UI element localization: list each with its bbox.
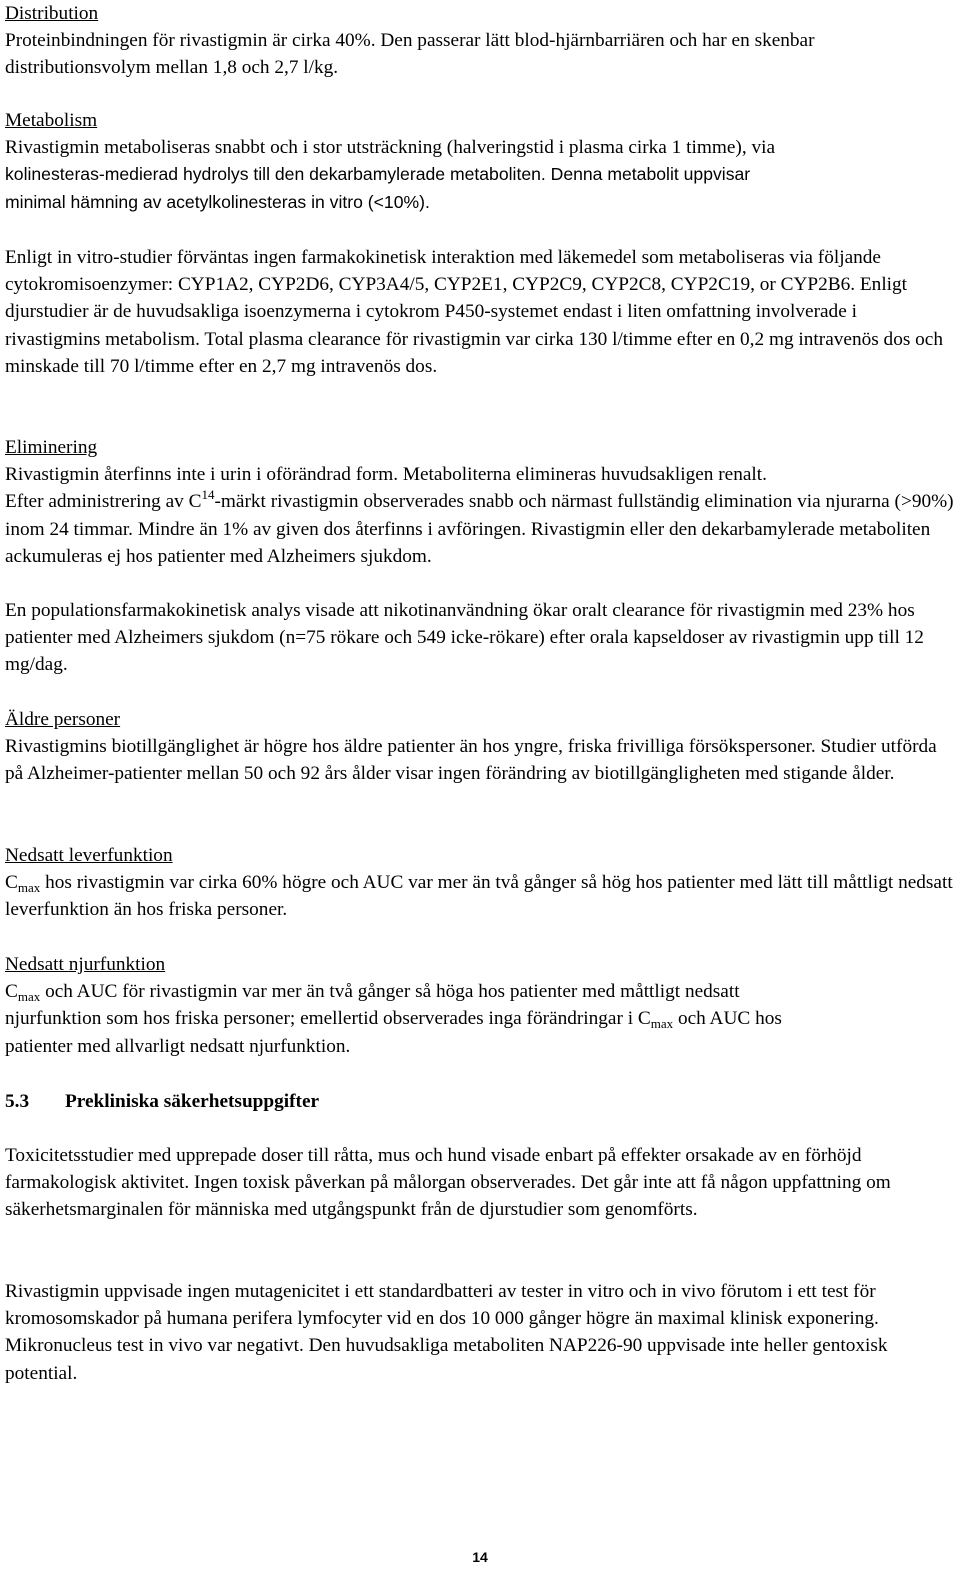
interaction-paragraph: Enligt in vitro-studier förväntas ingen farmakokinetisk interaktion med läkemedel som metaboliseras via följande cytokromisoenzymer: CYP1A2, CYP2D6, CYP3A4/5, CYP2E1, CYP2C9, CYP2C8, CYP2C19, or CYP2B6. Enligt djurstudier är de huvudsakliga isoenzymerna i cytokrom P450-systemet endast i liten omfattning involverade i rivastigmins metabolism. Total plasma clearance för rivastigmin var cirka 130 l/timme efter en 0,2 mg intravenös dos och minskade till 70 l/timme efter en 2,7 mg intravenös dos. [5,247,944,377]
distribution-text: Proteinbindningen för rivastigmin är cirka 40%. Den passerar lätt blod-hjärnbarriären och har en skenbar distributionsvolym mellan 1,8 och 2,7 l/kg. [5,30,815,79]
renal-line3: patienter med allvarligt nedsatt njurfunktion. [5,1035,351,1057]
elimination-text [5,461,955,570]
population-pk-paragraph: En populationsfarmakokinetisk analys visade att nikotinanvändning ökar oralt clearance för rivastigmin med 23% hos patienter med Alzheimers sjukdom (n=75 rökare och 549 icke-rökare) efter orala kapseldoser av rivastigmin upp till 12 mg/dag. [5,600,924,676]
section-number: 5.3 [5,1091,30,1112]
cmax-subscript: max [17,880,41,896]
elderly-heading: Äldre personer [5,709,121,730]
hepatic-heading: Nedsatt leverfunktion [5,845,173,866]
cmax-subscript: max [17,989,41,1005]
metabolism-text-line3: Denna metabolit uppvisar [550,164,751,185]
renal-line2-end: och AUC hos [673,1008,782,1030]
hepatic-text [5,869,955,923]
page-number: 14 [472,1549,488,1565]
hepatic-section [5,842,955,924]
elimination-line2-pre: Efter administrering av C [5,491,202,513]
toxicity-paragraph: Toxicitetsstudier med upprepade doser till råtta, mus och hund visade enbart på effekter orsakade av en förhöjd farmakologisk aktivitet. Ingen toxisk påverkan på målorgan observerades. Det går inte att få någon uppfattning om säkerhetsmarginalen för människa med utgångspunkt från de djurstudier som genomförts. [5,1145,891,1221]
metabolism-text-line4: minimal hämning av acetylkolinesteras in vitro (<10%). [5,191,430,212]
elimination-rest: via njurarna (>90%) inom 24 timmar. Mindre än 1% av given dos återfinns i avföringen. Rivastigmin eller den dekarbamylerade metaboliten ackumuleras ej hos patienter med Alzheimers sjukdom. [5,491,954,567]
renal-heading: Nedsatt njurfunktion [5,954,166,975]
hepatic-body: hos rivastigmin var cirka 60% högre och AUC var mer än två gånger så hög hos patienter med lätt till måttligt nedsatt leverfunktion än hos friska personer. [5,872,953,921]
population-pk-section [5,597,955,679]
mutagenicity-section [5,1278,955,1387]
metabolism-heading: Metabolism [5,110,98,131]
toxicity-section [5,1142,955,1224]
interaction-paragraph-section [5,244,955,380]
distribution-section [5,0,955,82]
cmax-c: C [5,981,18,1003]
metabolism-text [5,134,955,216]
elimination-heading: Eliminering [5,437,98,458]
elderly-section [5,706,955,788]
section-title: Prekliniska säkerhetsuppgifter [65,1091,320,1112]
c14-superscript: 14 [201,487,215,503]
metabolism-text-line2: kolinesteras-medierad hydrolys till den dekarbamylerade metaboliten. [5,164,546,185]
cmax-subscript: max [650,1016,674,1032]
preclinical-heading-section [5,1088,955,1115]
metabolism-text-line1: Rivastigmin metaboliseras snabbt och i stor utsträckning (halveringstid i plasma cirka 1 timme), via [5,137,776,159]
renal-section [5,951,955,1060]
elimination-line1: Rivastigmin återfinns inte i urin i oförändrad form. Metaboliterna elimineras huvudsakligen renalt. [5,464,767,486]
renal-line2: njurfunktion som hos friska personer; emellertid observerades inga förändringar i C [5,1008,651,1030]
section-heading [5,1088,955,1115]
elimination-line2-post: -märkt rivastigmin observerades snabb och närmast fullständig elimination [214,491,793,513]
mutagenicity-paragraph: Rivastigmin uppvisade ingen mutagenicitet i ett standardbatteri av tester in vitro och in vivo förutom i ett test för kromosomskador på humana perifera lymfocyter vid en dos 10 000 gånger högre än maximal klinisk exponering. Mikronucleus test in vivo var negativt. Den huvudsakliga metaboliten NAP226-90 uppvisade inte heller gentoxisk potential. [5,1281,888,1384]
renal-text [5,978,955,1060]
distribution-heading: Distribution [5,3,99,24]
metabolism-section [5,107,955,216]
elimination-section [5,434,955,570]
cmax-c: C [5,872,18,894]
elderly-text: Rivastigmins biotillgänglighet är högre hos äldre patienter än hos yngre, friska frivilliga försökspersoner. Studier utförda på Alzheimer-patienter mellan 50 och 92 års ålder visar ingen förändring av biotillgängligheten med stigande ålder. [5,736,937,785]
renal-line1: och AUC för rivastigmin var mer än två gånger så höga hos patienter med måttligt nedsatt [40,981,740,1003]
